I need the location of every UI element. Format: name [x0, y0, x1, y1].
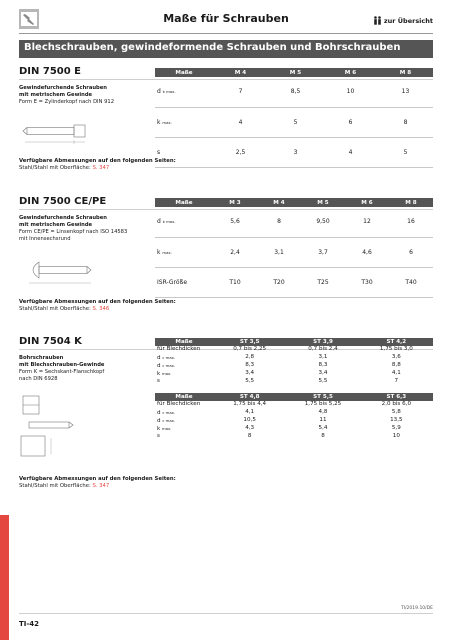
table-row: d c max. 2,8 3,1 3,6 — [157, 354, 401, 361]
availability-note: Verfügbare Abmessungen auf den folgenden Seiten: Stahl/Stahl mit Oberfläche: S. 346 — [19, 299, 176, 312]
page-link[interactable]: S. 346 — [92, 306, 110, 312]
table-row: k max. 3,4 3,4 4,1 — [157, 370, 401, 377]
table-row: d c max. 8,3 8,3 8,8 — [157, 362, 401, 369]
table-header-row: Maße ST 3,5 ST 3,9 ST 4,2 — [155, 338, 433, 346]
page-link[interactable]: S. 347 — [92, 165, 110, 171]
header-divider — [19, 33, 433, 34]
table-row: für Blechdicken 1,75 bis 4,4 1,75 bis 5,25 2,0 bis 6,0 — [157, 401, 412, 408]
screw-drawing-icon — [19, 392, 79, 462]
section-banner: Blechschrauben, gewindeformende Schrauben und Bohrschrauben — [19, 40, 433, 58]
table-row: d k max. 5,6 8 9,50 12 16 — [155, 207, 433, 237]
section-title: DIN 7504 K — [19, 336, 82, 347]
section-din-7500-ce-pe — [19, 196, 433, 326]
section-din-7500-e — [19, 66, 433, 196]
table-header-row: Maße M 4 M 5 M 6 M 8 — [155, 68, 433, 77]
screw-drawing-icon — [19, 256, 109, 288]
table-row: ISR-Größe T10 T20 T25 T30 T40 — [155, 267, 433, 297]
table-row: k max. 2,4 3,1 3,7 4,6 6 — [155, 237, 433, 267]
page-title: Maße für Schrauben — [163, 12, 289, 25]
section-title: DIN 7500 CE/PE — [19, 196, 107, 207]
dimension-table — [155, 198, 433, 298]
people-icon — [373, 16, 382, 25]
table-row: d k max. 7 8,5 10 13 — [155, 77, 433, 107]
table-row: s 8 8 10 — [157, 432, 400, 439]
screw-drawing-icon — [19, 118, 99, 148]
table-header-row: Maße M 3 M 4 M 5 M 6 M 8 — [155, 198, 433, 207]
availability-note: Verfügbare Abmessungen auf den folgenden Seiten: Stahl/Stahl mit Oberfläche: S. 347 — [19, 476, 176, 489]
page-number: TI-42 — [19, 620, 40, 628]
table-row: d c max. 10,5 11 13,5 — [157, 417, 403, 424]
table-row: für Blechdicken 0,7 bis 2,25 0,7 bis 2,4 1,75 bis 3,0 — [157, 346, 413, 353]
section-din-7504-k — [19, 336, 433, 506]
availability-note: Verfügbare Abmessungen auf den folgenden Seiten: Stahl/Stahl mit Oberfläche: S. 347 — [19, 158, 176, 171]
table-row: s 2,5 3 4 5 — [155, 137, 433, 167]
section-title: DIN 7500 E — [19, 66, 82, 77]
section-description: Gewindefurchende Schrauben mit metrischem Gewinde Form E = Zylinderkopf nach DIN 912 — [19, 85, 115, 105]
table-row: d c max. 4,1 4,8 5,8 — [157, 409, 401, 416]
chapter-tab — [0, 515, 9, 640]
table-header-row: Maße ST 4,8 ST 5,5 ST 6,3 — [155, 393, 433, 401]
footer-divider — [19, 613, 433, 614]
document-reference: TI/2019.10/DE — [400, 606, 433, 611]
table-row: k max. 4 5 6 8 — [155, 107, 433, 137]
table-row: s 5,5 5,5 7 — [157, 377, 399, 384]
table-row: k max. 4,3 5,4 5,9 — [157, 425, 401, 432]
page-link[interactable]: S. 347 — [92, 483, 110, 489]
section-description: Bohrschrauben mit Blechschrauben-Gewinde Form K = Sechskant-Flanschkopf nach DIN 6928 — [19, 355, 105, 382]
dimension-table — [155, 338, 433, 385]
dimension-table — [155, 68, 433, 168]
overview-link[interactable] — [373, 16, 433, 25]
dimension-table — [155, 393, 433, 440]
section-description: Gewindefurchende Schrauben mit metrischem Gewinde Form CE/PE = Linsenkopf nach ISO 14583 mit Innensechsrund — [19, 215, 128, 242]
overview-label: zur Übersicht — [383, 16, 433, 25]
